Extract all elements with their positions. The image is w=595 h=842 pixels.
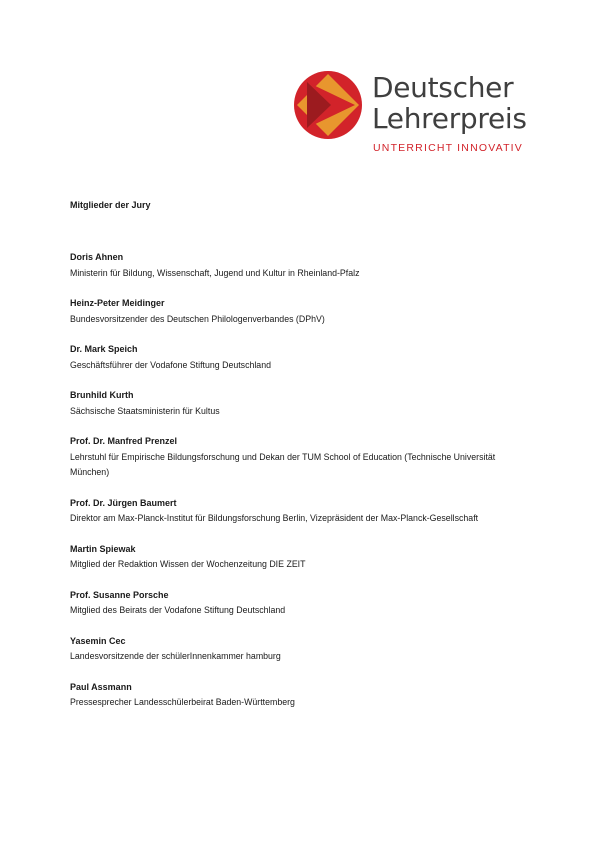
- member-name: Heinz-Peter Meidinger: [70, 298, 165, 308]
- member-name: Prof. Dr. Manfred Prenzel: [70, 436, 178, 446]
- member-role: Lehrstuhl für Empirische Bildungsforschung und Dekan der TUM School of Education (Technische Universität München): [70, 451, 496, 477]
- member-name: Martin Spiewak: [70, 543, 136, 554]
- member-name: Doris Ahnen: [70, 252, 124, 262]
- member-name: Prof. Dr. Jürgen Baumert: [70, 497, 177, 508]
- member-role: Geschäftsführer der Vodafone Stiftung Deutschland: [70, 359, 271, 370]
- logo-tagline: UNTERRICHT INNOVATIV: [373, 142, 524, 154]
- logo-title-line-2: Lehrerpreis: [372, 102, 527, 135]
- logo-emblem-icon: [293, 70, 363, 140]
- member-name: Dr. Mark Speich: [70, 344, 138, 354]
- logo-title-line-1: Deutscher: [372, 71, 514, 104]
- jury-heading: Mitglieder der Jury: [70, 200, 151, 210]
- member-role: Mitglied des Beirats der Vodafone Stiftung Deutschland: [70, 605, 286, 615]
- jury-member: [70, 542, 530, 573]
- jury-member: [70, 342, 530, 373]
- jury-member-list: [70, 250, 530, 726]
- jury-member: [70, 634, 530, 665]
- jury-member: [70, 434, 530, 481]
- member-name: Prof. Susanne Porsche: [70, 589, 169, 600]
- member-name: Brunhild Kurth: [70, 390, 134, 400]
- jury-member: [70, 250, 530, 281]
- member-role: Landesvorsitzende der schülerInnenkammer hamburg: [70, 651, 281, 661]
- deutscher-lehrerpreis-logo: [293, 70, 543, 160]
- member-role: Pressesprecher Landesschülerbeirat Baden-Württemberg: [70, 697, 295, 707]
- jury-member: [70, 680, 530, 711]
- member-role: Mitglied der Redaktion Wissen der Wochenzeitung DIE ZEIT: [70, 559, 306, 569]
- member-role: Bundesvorsitzender des Deutschen Philologenverbandes (DPhV): [70, 313, 325, 324]
- member-role: Sächsische Staatsministerin für Kultus: [70, 405, 220, 416]
- jury-member: [70, 296, 530, 327]
- member-name: Paul Assmann: [70, 681, 132, 692]
- member-role: Direktor am Max-Planck-Institut für Bildungsforschung Berlin, Vizepräsident der Max-Planck-Gesellschaft: [70, 513, 479, 523]
- member-role: Ministerin für Bildung, Wissenschaft, Jugend und Kultur in Rheinland-Pfalz: [70, 267, 360, 278]
- jury-member: [70, 388, 530, 419]
- jury-member: [70, 588, 530, 619]
- jury-member: [70, 496, 530, 527]
- member-name: Yasemin Cec: [70, 635, 126, 646]
